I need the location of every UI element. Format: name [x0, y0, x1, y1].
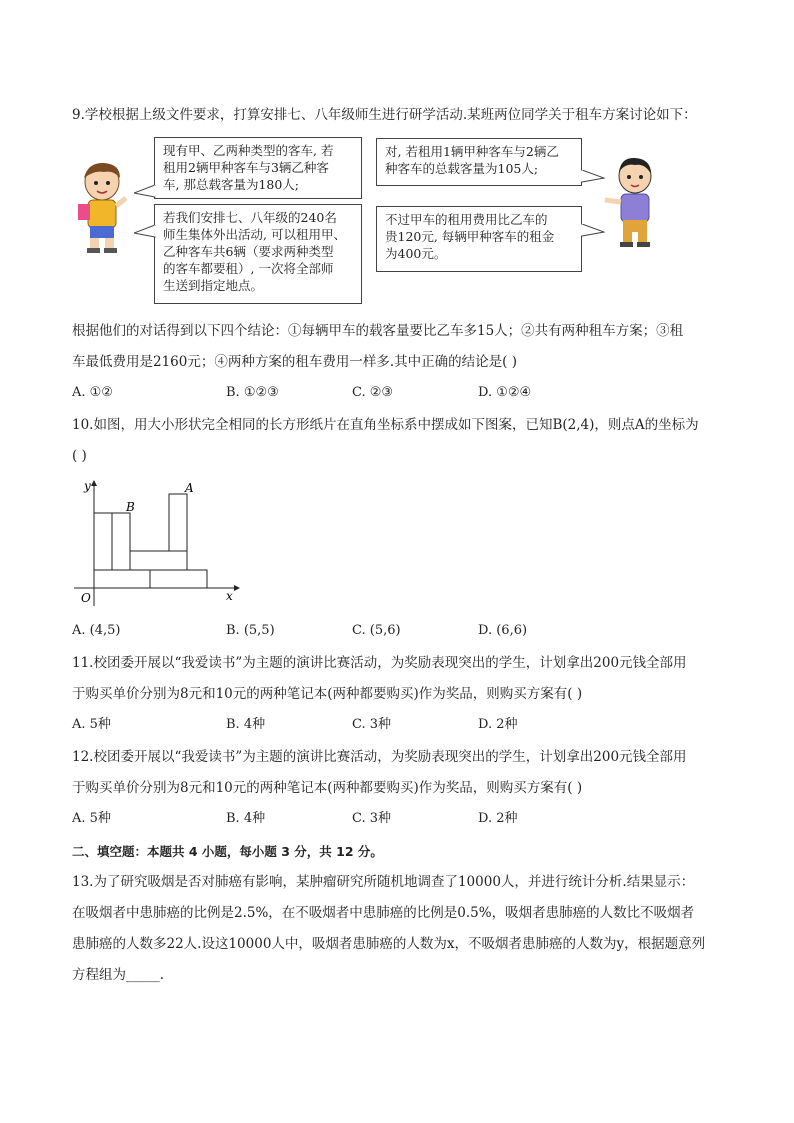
q9-conclusion-line2: 车最低费用是2160元；④两种方案的租车费用一样多.其中正确的结论是( ): [72, 354, 517, 370]
q10-stem-line2: ( ): [72, 448, 87, 464]
point-a-label: A: [185, 481, 194, 495]
boy-left-illustration: [74, 160, 134, 256]
q9-conclusion-line1: 根据他们的对话得到以下四个结论：①每辆甲车的载客量要比乙车多15人；②共有两种租车方案；③租: [72, 323, 684, 339]
q11-stem-line2: 于购买单价分别为8元和10元的两种笔记本(两种都要购买)作为奖品，则购买方案有( ): [72, 686, 583, 702]
q12-option-d[interactable]: D. 2种: [478, 811, 518, 826]
bubble-text: 对, 若租用1辆甲种客车与2辆乙 种客车的总载客量为105人;: [385, 144, 559, 176]
rect-horizontal-middle: [130, 551, 187, 570]
q13-line2: 在吸烟者中患肺癌的比例是2.5%，在不吸烟者中患肺癌的比例是0.5%，吸烟者患肺癌的人数比不吸烟者: [72, 905, 695, 921]
y-axis-arrow: [91, 480, 97, 486]
q12-stem-line2: 于购买单价分别为8元和10元的两种笔记本(两种都要购买)作为奖品，则购买方案有( ): [72, 780, 583, 796]
q11-option-c[interactable]: C. 3种: [352, 717, 392, 732]
boy-right-illustration: [603, 154, 665, 250]
rect-vertical-1: [94, 513, 112, 570]
q10-option-b[interactable]: B. (5,5): [226, 623, 275, 638]
rect-horizontal-bottom-1: [94, 570, 150, 588]
q11-option-b[interactable]: B. 4种: [226, 717, 266, 732]
bubble-pointer: [134, 185, 156, 199]
bubble-text: 现有甲、乙两种类型的客车, 若 租用2辆甲种客车与3辆乙种客 车, 那总载客量为180人;: [163, 143, 334, 192]
q11-option-a[interactable]: A. 5种: [72, 717, 111, 732]
speech-bubble-top-right: [376, 138, 582, 186]
bubble-pointer: [581, 224, 605, 238]
speech-bubble-top-left: [154, 137, 362, 199]
rect-horizontal-bottom-2: [150, 570, 207, 588]
q12-option-a[interactable]: A. 5种: [72, 811, 111, 826]
x-axis-label: x: [226, 589, 233, 603]
q9-option-a[interactable]: A. ①②: [72, 385, 113, 400]
q10-option-c[interactable]: C. (5,6): [352, 623, 401, 638]
q12-option-c[interactable]: C. 3种: [352, 811, 392, 826]
q13-line3: 患肺癌的人数多22人.设这10000人中，吸烟者患肺癌的人数为x，不吸烟者患肺癌的人数为y，根据题意列: [72, 936, 706, 952]
q11-stem-line1: 11.校团委开展以“我爱读书”为主题的演讲比赛活动，为奖励表现突出的学生，计划拿出200元钱全部用: [72, 655, 687, 671]
speech-bubble-bottom-right: [376, 206, 582, 272]
rect-vertical-2: [112, 513, 130, 570]
q10-stem-line1: 10.如图，用大小形状完全相同的长方形纸片在直角坐标系中摆成如下图案，已知B(2,4)，则点A的坐标为: [72, 417, 699, 433]
q9-option-d[interactable]: D. ①②④: [478, 385, 532, 400]
origin-label: O: [81, 591, 91, 605]
q10-option-a[interactable]: A. (4,5): [72, 623, 121, 638]
x-axis-arrow: [234, 585, 240, 591]
bubble-text: 若我们安排七、八年级的240名 师生集体外出活动, 可以租用甲、 乙种客车共6辆（要求两种类型 的客车都要租）, 一次将全部师 生送到指定地点。: [163, 210, 346, 293]
q9-stem: 9.学校根据上级文件要求，打算安排七、八年级师生进行研学活动.某班两位同学关于租车方案讨论如下：: [72, 107, 697, 123]
q9-option-c[interactable]: C. ②③: [352, 385, 394, 400]
q10-option-d[interactable]: D. (6,6): [478, 623, 528, 638]
q13-line4: 方程组为_____.: [72, 967, 165, 983]
section-heading-fill-in: 二、填空题：本题共 4 小题，每小题 3 分，共 12 分。: [72, 844, 383, 859]
bubble-pointer: [581, 170, 605, 184]
bubble-text: 不过甲车的租用费用比乙车的 贵120元, 每辆甲种客车的租金 为400元。: [385, 212, 555, 261]
point-b-label: B: [126, 500, 135, 514]
q13-line1: 13.为了研究吸烟是否对肺癌有影响，某肿瘤研究所随机地调查了10000人，并进行统计分析.结果显示：: [72, 874, 695, 890]
q12-stem-line1: 12.校团委开展以“我爱读书”为主题的演讲比赛活动，为奖励表现突出的学生，计划拿出200元钱全部用: [72, 749, 687, 765]
rect-vertical-3: [169, 494, 187, 551]
q12-option-b[interactable]: B. 4种: [226, 811, 266, 826]
y-axis-label: y: [84, 479, 91, 493]
speech-bubble-bottom-left: [154, 204, 362, 304]
q11-option-d[interactable]: D. 2种: [478, 717, 518, 732]
bubble-pointer: [134, 225, 156, 239]
q9-option-b[interactable]: B. ①②③: [226, 385, 279, 400]
q10-coordinate-figure: [68, 478, 248, 610]
